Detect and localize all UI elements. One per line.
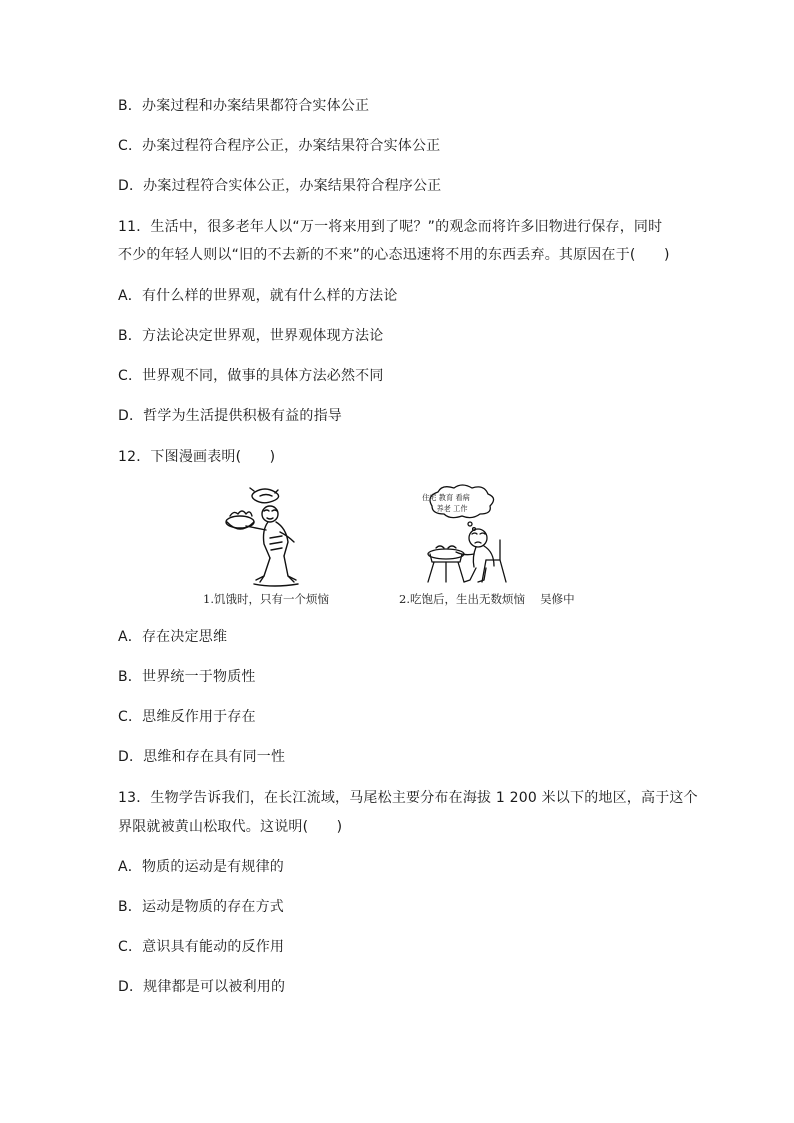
q13-option-c: C．意识具有能动的反作用 xyxy=(118,939,285,955)
q10-option-c: C．办案过程符合程序公正，办案结果符合实体公正 xyxy=(118,138,441,154)
q13-option-a: A．物质的运动是有规律的 xyxy=(118,859,284,875)
cartoon-hungry-figure xyxy=(220,484,310,588)
cartoon-worried-figure xyxy=(420,484,520,588)
q13-stem-line2: 界限就被黄山松取代。这说明( ) xyxy=(118,819,343,835)
worry-word-housing: 住宅 教育 看病 xyxy=(422,493,470,502)
q11-option-b: B．方法论决定世界观，世界观体现方法论 xyxy=(118,328,384,344)
q10-option-b: B．办案过程和办案结果都符合实体公正 xyxy=(118,98,370,114)
q11-option-a: A．有什么样的世界观，就有什么样的方法论 xyxy=(118,288,398,304)
q12-option-d: D．思维和存在具有同一性 xyxy=(118,749,286,765)
q12-stem: 12．下图漫画表明( ) xyxy=(118,449,276,465)
q11-stem-line2: 不少的年轻人则以“旧的不去新的不来”的心态迅速将不用的东西丢弃。其原因在于( ) xyxy=(118,247,670,263)
q10-option-d: D．办案过程符合实体公正，办案结果符合程序公正 xyxy=(118,178,442,194)
q11-option-d: D．哲学为生活提供积极有益的指导 xyxy=(118,408,342,424)
worry-word-pension: 养老 工作 xyxy=(436,504,468,513)
q11-option-c: C．世界观不同，做事的具体方法必然不同 xyxy=(118,368,384,384)
cartoon2-caption: 2.吃饱后，生出无数烦恼 吴修中 xyxy=(399,592,575,606)
q11-stem-line1: 11．生活中，很多老年人以“万一将来用到了呢？”的观念而将许多旧物进行保存，同时 xyxy=(118,219,663,235)
cartoon1-caption: 1.饥饿时，只有一个烦恼 xyxy=(203,592,329,606)
q13-option-d: D．规律都是可以被利用的 xyxy=(118,979,286,995)
q13-stem-line1: 13．生物学告诉我们，在长江流域，马尾松主要分布在海拔 1 200 米以下的地区，高于这个 xyxy=(118,790,698,806)
q12-option-a: A．存在决定思维 xyxy=(118,629,228,645)
q13-option-b: B．运动是物质的存在方式 xyxy=(118,899,285,915)
q12-option-c: C．思维反作用于存在 xyxy=(118,709,256,725)
q12-option-b: B．世界统一于物质性 xyxy=(118,669,256,685)
